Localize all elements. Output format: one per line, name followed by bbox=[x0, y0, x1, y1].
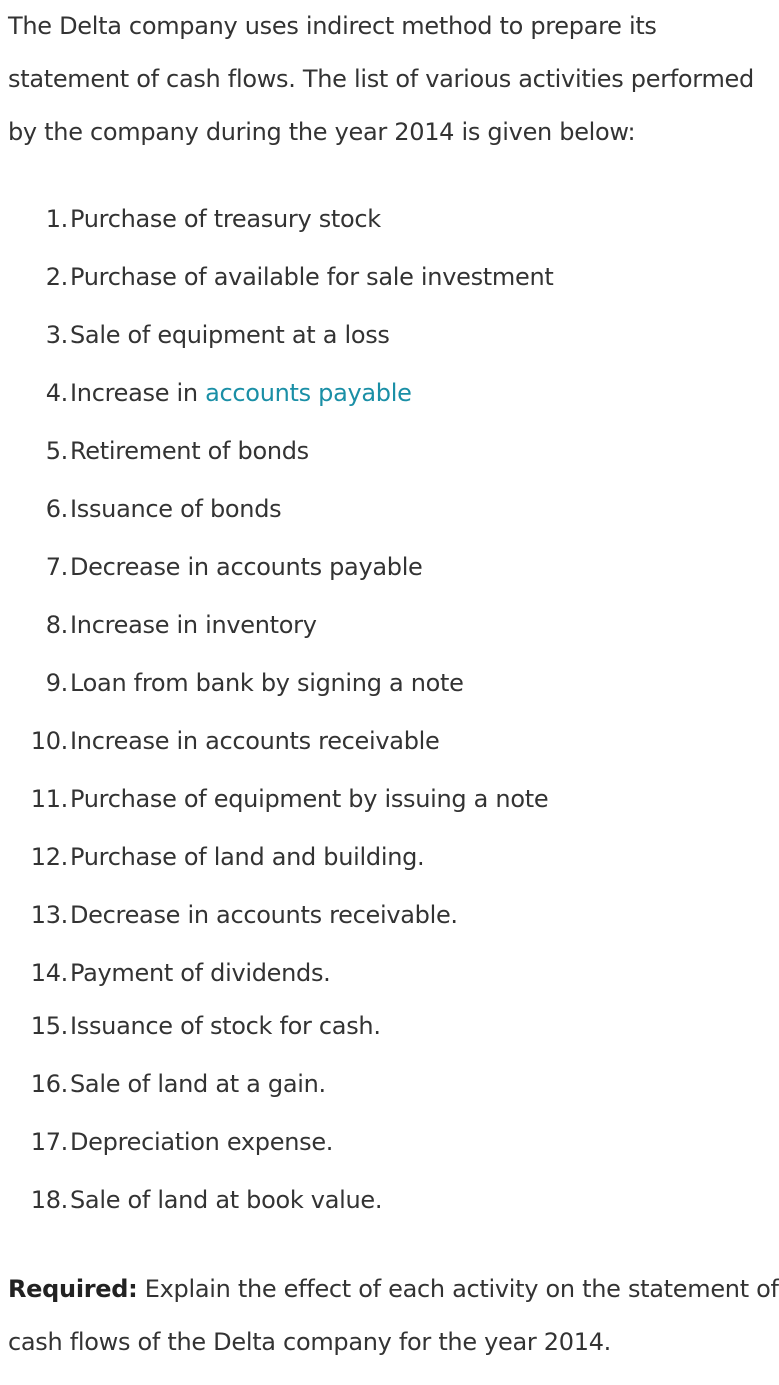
item-text: Purchase of available for sale investment bbox=[70, 263, 554, 291]
item-number: 1. bbox=[45, 205, 68, 233]
item-text: Sale of land at a gain. bbox=[70, 1070, 326, 1098]
item-number: 4. bbox=[45, 379, 68, 407]
item-number: 11. bbox=[30, 785, 68, 813]
list-item bbox=[0, 315, 713, 355]
list-item bbox=[0, 779, 713, 819]
item-number: 18. bbox=[30, 1186, 68, 1214]
required-label: Required: bbox=[8, 1275, 138, 1303]
item-text: Purchase of land and building. bbox=[70, 843, 425, 871]
list-item bbox=[0, 837, 713, 877]
item-number: 17. bbox=[30, 1128, 68, 1156]
item-number: 10. bbox=[30, 727, 68, 755]
item-number: 5. bbox=[45, 437, 68, 465]
list-item bbox=[0, 895, 713, 935]
item-number: 12. bbox=[30, 843, 68, 871]
item-text: Increase in inventory bbox=[70, 611, 317, 639]
item-text: Purchase of equipment by issuing a note bbox=[70, 785, 549, 813]
item-number: 9. bbox=[45, 669, 68, 697]
list-item bbox=[0, 373, 713, 413]
intro-line: statement of cash flows. The list of various activities performed bbox=[8, 65, 754, 93]
item-text: Decrease in accounts receivable. bbox=[70, 901, 458, 929]
list-item bbox=[0, 431, 713, 471]
required-line: cash flows of the Delta company for the year 2014. bbox=[8, 1328, 612, 1356]
list-item bbox=[0, 953, 713, 993]
required-paragraph bbox=[8, 1263, 779, 1369]
item-number: 15. bbox=[30, 1012, 68, 1040]
list-item bbox=[0, 257, 713, 297]
item-number: 7. bbox=[45, 553, 68, 581]
list-item bbox=[0, 605, 713, 645]
intro-line: by the company during the year 2014 is given below: bbox=[8, 118, 636, 146]
item-text: Loan from bank by signing a note bbox=[70, 669, 464, 697]
required-text: Explain the effect of each activity on the statement of bbox=[137, 1275, 779, 1303]
item-text: Decrease in accounts payable bbox=[70, 553, 423, 581]
item-text: Purchase of treasury stock bbox=[70, 205, 381, 233]
list-item bbox=[0, 663, 713, 703]
item-number: 6. bbox=[45, 495, 68, 523]
intro-paragraph bbox=[8, 0, 754, 159]
list-item bbox=[0, 1180, 713, 1220]
accounts-payable-link[interactable]: accounts payable bbox=[205, 379, 412, 407]
list-item bbox=[0, 1006, 713, 1046]
item-text: Payment of dividends. bbox=[70, 959, 331, 987]
list-item bbox=[0, 1122, 713, 1162]
item-text: Increase in accounts receivable bbox=[70, 727, 440, 755]
list-item bbox=[0, 199, 713, 239]
list-item bbox=[0, 547, 713, 587]
item-number: 16. bbox=[30, 1070, 68, 1098]
item-number: 8. bbox=[45, 611, 68, 639]
item-number: 14. bbox=[30, 959, 68, 987]
item-number: 3. bbox=[45, 321, 68, 349]
item-text: Issuance of stock for cash. bbox=[70, 1012, 381, 1040]
item-text: Sale of equipment at a loss bbox=[70, 321, 390, 349]
item-text: Sale of land at book value. bbox=[70, 1186, 383, 1214]
item-text: Increase in bbox=[70, 379, 206, 407]
list-item bbox=[0, 1064, 713, 1104]
item-text: Retirement of bonds bbox=[70, 437, 309, 465]
item-number: 13. bbox=[30, 901, 68, 929]
intro-line: The Delta company uses indirect method to prepare its bbox=[8, 12, 657, 40]
item-text: Issuance of bonds bbox=[70, 495, 282, 523]
list-item bbox=[0, 489, 713, 529]
list-item bbox=[0, 721, 713, 761]
item-number: 2. bbox=[45, 263, 68, 291]
item-text: Depreciation expense. bbox=[70, 1128, 334, 1156]
required-line bbox=[8, 1263, 779, 1316]
